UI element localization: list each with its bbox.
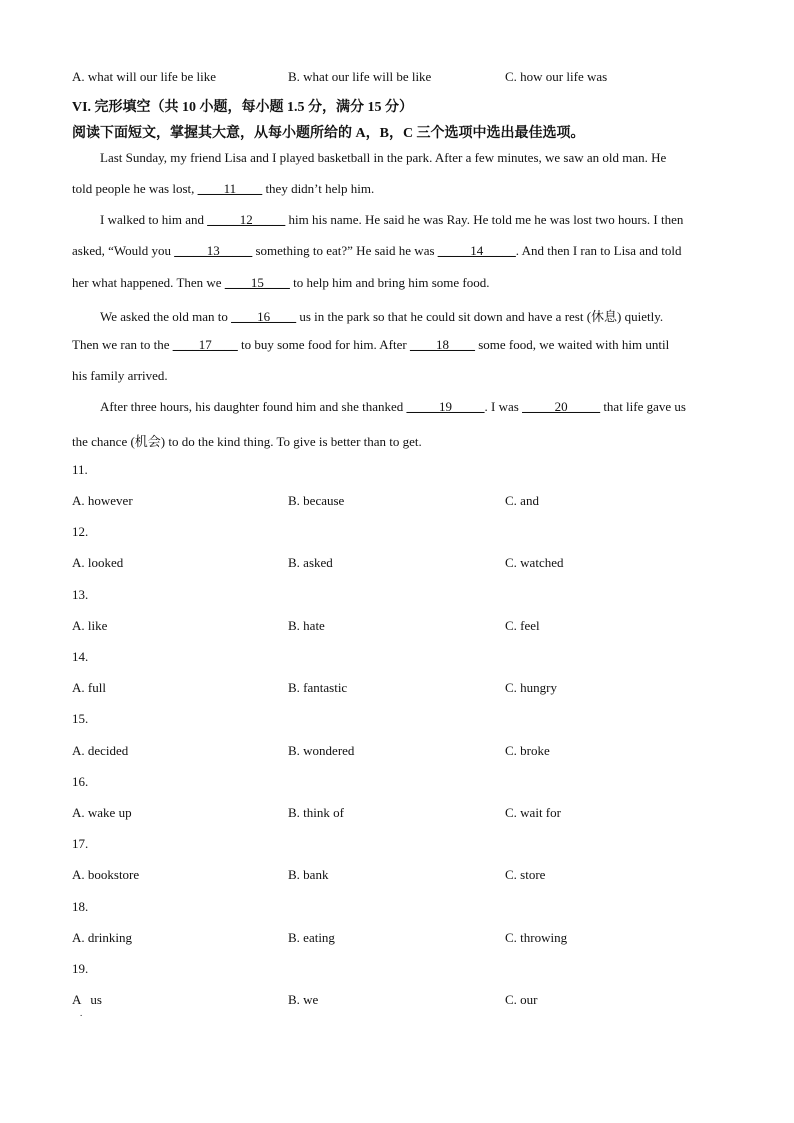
passage-line: her what happened. Then we ____15____ to help him and bring him some food. <box>72 275 490 290</box>
passage-line: We asked the old man to ____16____ us in the park so that he could sit down and have a rest (休息) quietly. <box>100 309 664 324</box>
blank-15: ____15____ <box>224 275 290 290</box>
option-c: C. broke <box>505 743 550 758</box>
passage-line: Last Sunday, my friend Lisa and I played basketball in the park. After a few minutes, we saw an old man. He <box>100 150 667 165</box>
option-c: C. watched <box>505 555 564 570</box>
blank-18: ____18____ <box>409 337 475 352</box>
option-a: A. looked <box>72 555 124 570</box>
question-number: 15. <box>72 711 89 726</box>
option-c: C. our <box>505 992 538 1007</box>
question-number: 16. <box>72 774 89 789</box>
option-a: A. decided <box>72 743 129 758</box>
question-number: 19. <box>72 961 89 976</box>
option-c: C. store <box>505 867 546 882</box>
section-instruction: 阅读下面短文，掌握其大意，从每小题所给的 A，B，C 三个选项中选出最佳选项。 <box>72 126 585 141</box>
prev-option-a: A. what will our life be like <box>72 69 217 84</box>
option-b: B. fantastic <box>288 680 348 695</box>
option-a: A. like <box>72 618 108 633</box>
question-number: 11. <box>72 462 88 477</box>
blank-14: _____14_____ <box>437 243 516 258</box>
question-number: 13. <box>72 587 89 602</box>
option-b: B. we <box>288 992 319 1007</box>
blank-19: _____19_____ <box>406 399 485 414</box>
prev-option-c: C. how our life was <box>505 69 608 84</box>
option-a: A. however <box>72 493 133 508</box>
question-number: 17. <box>72 836 89 851</box>
option-c: C. wait for <box>505 805 561 820</box>
passage-line: I walked to him and _____12_____ him his name. He said he was Ray. He told me he was lost two hours. I then <box>100 212 684 227</box>
option-b: B. eating <box>288 930 335 945</box>
prev-option-b: B. what our life will be like <box>288 69 432 84</box>
option-a: A us <box>72 992 102 1007</box>
question-number: 14. <box>72 649 89 664</box>
option-a: A. full <box>72 680 106 695</box>
passage-line: After three hours, his daughter found him and she thanked _____19_____. I was _____20_____ that life gave us <box>100 399 686 414</box>
blank-11: ____11____ <box>197 181 263 196</box>
option-c: C. hungry <box>505 680 557 695</box>
passage-line: his family arrived. <box>72 368 168 383</box>
question-number: 12. <box>72 524 89 539</box>
question-number: 18. <box>72 899 89 914</box>
option-c: C. and <box>505 493 539 508</box>
option-b: B. bank <box>288 867 329 882</box>
option-b: B. because <box>288 493 345 508</box>
blank-13: _____13_____ <box>174 243 253 258</box>
stray-dot: . <box>80 1008 83 1018</box>
option-a: A. bookstore <box>72 867 140 882</box>
passage-line: Then we ran to the ____17____ to buy some food for him. After ____18____ some food, we waited with him until <box>72 337 670 352</box>
passage-line: asked, “Would you _____13_____ something to eat?” He said he was _____14_____. And then I ran to Lisa and told <box>72 243 682 258</box>
section-title: VI. 完形填空（共 10 小题，每小题 1.5 分，满分 15 分） <box>72 100 414 115</box>
option-c: C. throwing <box>505 930 568 945</box>
option-a: A. wake up <box>72 805 132 820</box>
option-b: B. wondered <box>288 743 355 758</box>
option-c: C. feel <box>505 618 540 633</box>
blank-12: _____12_____ <box>207 212 286 227</box>
blank-17: ____17____ <box>172 337 238 352</box>
option-b: B. asked <box>288 555 333 570</box>
passage-line: the chance (机会) to do the kind thing. To give is better than to get. <box>72 434 422 449</box>
blank-16: ____16____ <box>231 309 297 324</box>
option-b: B. hate <box>288 618 325 633</box>
option-a: A. drinking <box>72 930 132 945</box>
passage-line: told people he was lost, ____11____ they didn’t help him. <box>72 181 375 196</box>
blank-20: _____20_____ <box>522 399 601 414</box>
option-b: B. think of <box>288 805 344 820</box>
